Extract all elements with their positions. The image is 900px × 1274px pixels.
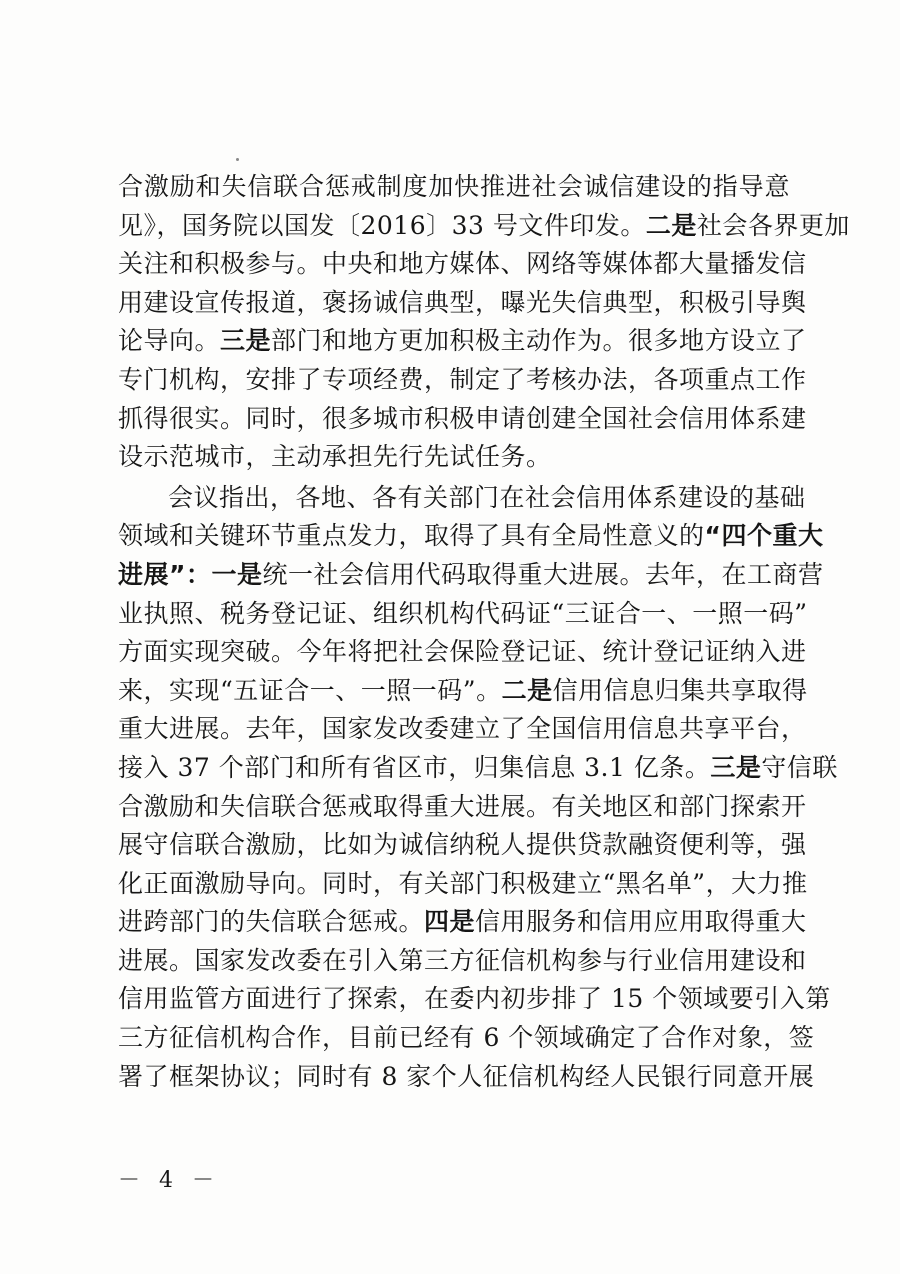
text-line: 进展”：一是统一社会信用代码取得重大进展。去年，在工商营: [118, 559, 824, 589]
text-line: 接入 37 个部门和所有省区市，归集信息 3.1 亿条。三是守信联: [118, 752, 838, 782]
scan-speck: [236, 158, 239, 161]
emphasis-text: 三是: [710, 752, 762, 782]
text-line: 领域和关键环节重点发力，取得了具有全局性意义的“四个重大: [118, 521, 824, 551]
emphasis-text: “四个重大: [704, 521, 824, 551]
emphasis-text: 二是: [645, 210, 697, 240]
text-line: 信用监管方面进行了探索，在委内初步排了 15 个领域要引入第: [118, 984, 831, 1014]
body-text: [118, 168, 850, 1096]
emphasis-text: 进展”：: [118, 559, 212, 589]
text-line: 论导向。三是部门和地方更加积极主动作为。很多地方设立了: [118, 326, 807, 356]
text-line: 见》，国务院以国发〔2016〕33 号文件印发。二是社会各界更加: [118, 210, 850, 240]
text-line: 合激励和失信联合惩戒制度加快推进社会诚信建设的指导意: [118, 172, 790, 201]
emphasis-text: 一是: [211, 559, 263, 589]
text-line: 用建设宣传报道，褒扬诚信典型，曝光失信典型，积极引导舆: [118, 287, 807, 317]
emphasis-text: 三是: [220, 326, 272, 356]
emphasis-text: 二是: [501, 675, 553, 705]
text-line: 重大进展。去年，国家发改委建立了全国信用信息共享平台，: [118, 714, 807, 744]
paragraph-2: [118, 479, 838, 1097]
emphasis-text: 四是: [424, 907, 476, 937]
text-line: 化正面激励导向。同时，有关部门积极建立“黑名单”，大力推: [118, 868, 808, 898]
text-line: 进展。国家发改委在引入第三方征信机构参与行业信用建设和: [118, 945, 807, 975]
text-line: 设示范城市，主动承担先行先试任务。: [118, 442, 552, 472]
page-number: － 4 －: [118, 1168, 220, 1193]
text-line: 署了框架协议；同时有 8 家个人征信机构经人民银行同意开展: [118, 1061, 815, 1091]
text-line: 来，实现“五证合一、一照一码”。二是信用信息归集共享取得: [118, 675, 808, 705]
text-line: 业执照、税务登记证、组织机构代码证“三证合一、一照一码”: [118, 598, 808, 628]
text-line: 方面实现突破。今年将把社会保险登记证、统计登记证纳入进: [118, 637, 807, 667]
text-line: 三方征信机构合作，目前已经有 6 个领域确定了合作对象，签: [118, 1023, 815, 1053]
text-line: 展守信联合激励，比如为诚信纳税人提供贷款融资便利等，强: [118, 830, 807, 860]
text-line: 关注和积极参与。中央和地方媒体、网络等媒体都大量播发信: [118, 249, 807, 279]
text-line: 专门机构，安排了专项经费，制定了考核办法，各项重点工作: [118, 364, 807, 394]
text-line: 抓得很实。同时，很多城市积极申请创建全国社会信用体系建: [118, 403, 807, 433]
text-line: 合激励和失信联合惩戒取得重大进展。有关地区和部门探索开: [118, 791, 807, 821]
paragraph-1: [118, 168, 850, 477]
text-line: 会议指出，各地、各有关部门在社会信用体系建设的基础: [168, 482, 806, 512]
text-line: 进跨部门的失信联合惩戒。四是信用服务和信用应用取得重大: [118, 907, 807, 937]
